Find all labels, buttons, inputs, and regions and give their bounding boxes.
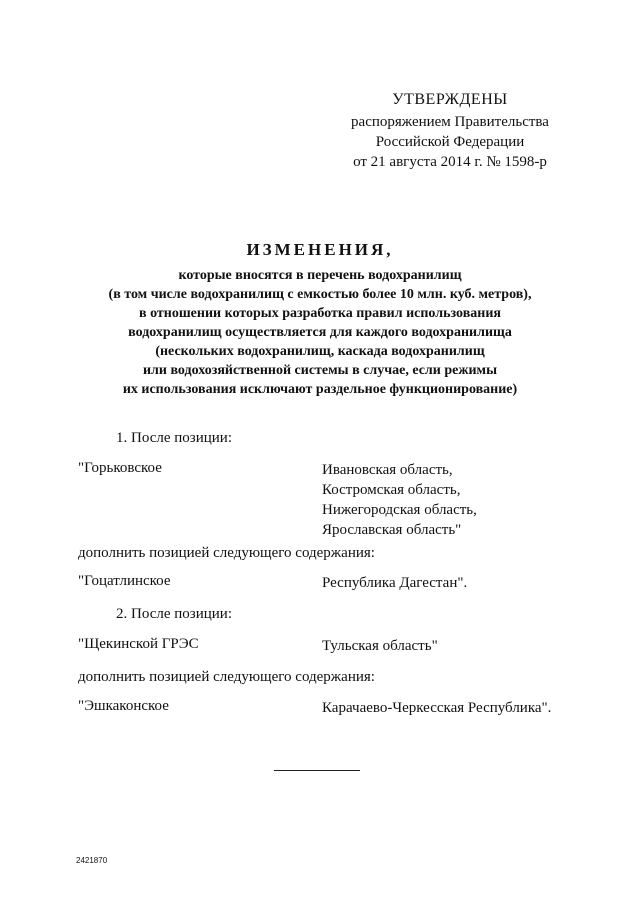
position-name: "Щекинской ГРЭС — [78, 636, 199, 652]
approval-line: от 21 августа 2014 г. № 1598-р — [353, 154, 547, 170]
position-regions: Тульская область" — [322, 638, 438, 654]
approval-line: Российской Федерации — [375, 134, 525, 150]
closing-rule — [274, 770, 360, 771]
subtitle-line: (нескольких водохранилищ, каскада водохранилищ — [155, 344, 485, 359]
approval-line: распоряжением Правительства — [351, 114, 549, 130]
document-title: ИЗМЕНЕНИЯ, — [246, 240, 394, 259]
document-subtitle — [40, 266, 600, 399]
approval-heading: УТВЕРЖДЕНЫ — [392, 91, 508, 108]
new-position-name: "Гоцатлинское — [78, 573, 171, 589]
subtitle-line: которые вносятся в перечень водохранилищ — [178, 268, 462, 283]
subtitle-line: их использования исключают раздельное функционирование) — [122, 382, 518, 397]
position-regions — [322, 460, 477, 540]
position-name: "Горьковское — [78, 460, 162, 476]
section-2-heading: 2. После позиции: — [116, 606, 232, 622]
document-number: 2421870 — [76, 856, 108, 865]
region-line: Нижегородская область, — [322, 502, 477, 518]
new-position-region: Республика Дагестан". — [322, 575, 468, 591]
subtitle-line: или водохозяйственной системы в случае, если режимы — [142, 363, 498, 378]
new-position-region: Карачаево-Черкесская Республика". — [322, 700, 552, 716]
supplement-instruction: дополнить позицией следующего содержания: — [78, 545, 375, 561]
new-position-name: "Эшкаконское — [78, 698, 169, 714]
supplement-instruction: дополнить позицией следующего содержания: — [78, 669, 375, 685]
region-line: Ярославская область" — [322, 522, 462, 538]
subtitle-line: (в том числе водохранилищ с емкостью более 10 млн. куб. метров), — [108, 287, 532, 302]
section-1-heading: 1. После позиции: — [116, 430, 232, 446]
subtitle-line: в отношении которых разработка правил использования — [139, 306, 501, 321]
subtitle-line: водохранилищ осуществляется для каждого водохранилища — [128, 325, 512, 340]
region-line: Ивановская область, — [322, 462, 453, 478]
approval-block — [330, 90, 570, 172]
region-line: Костромская область, — [322, 482, 461, 498]
